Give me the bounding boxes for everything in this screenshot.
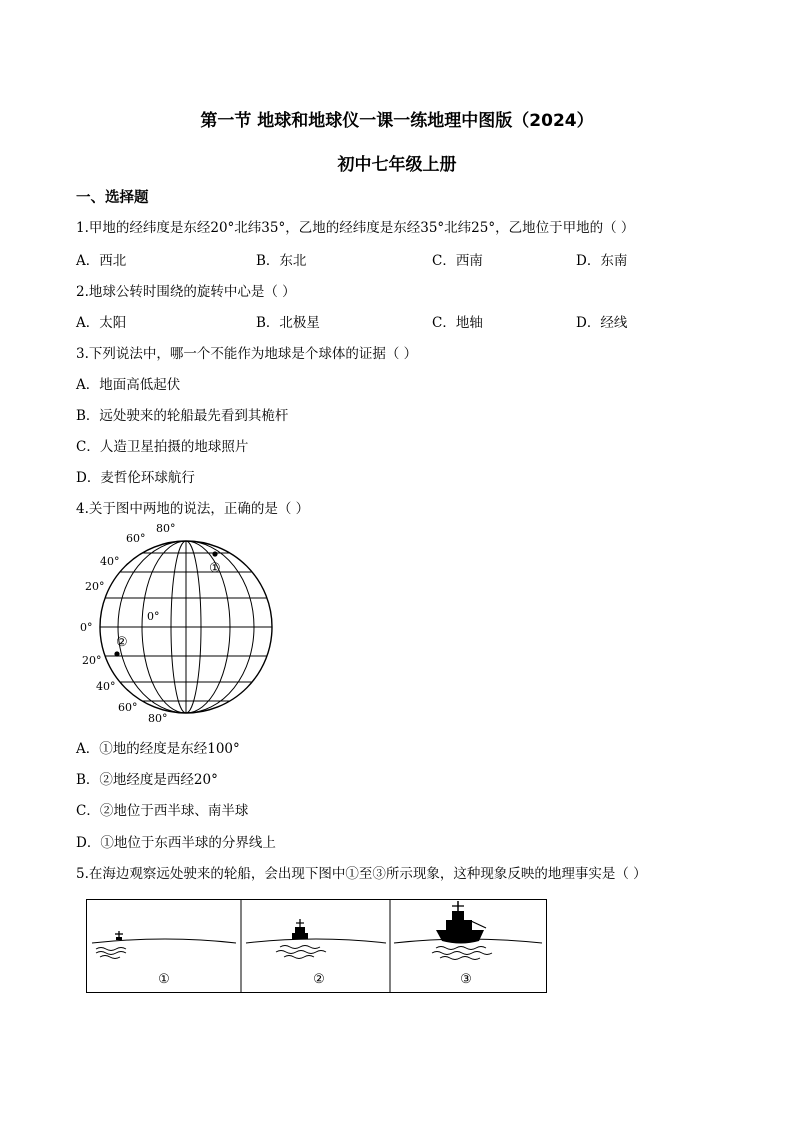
panel-2 [246,919,386,987]
panel-1-label: ① [158,972,170,987]
question-2-option-b: B．北极星 [256,315,320,331]
section-heading: 一、选择题 [76,190,149,206]
page-subtitle: 初中七年级上册 [337,155,457,175]
question-1-option-c: C．西南 [432,253,483,269]
panel-3 [394,901,542,987]
ship-figure [86,899,548,994]
globe-figure [76,520,276,730]
prime-meridian-label: 0° [147,610,160,623]
question-5-stem: 5.在海边观察远处驶来的轮船，会出现下图中①至③所示现象，这种现象反映的地理事实是（ ） [76,866,647,882]
question-3-option-d: D．麦哲伦环球航行 [76,470,195,486]
panel-1 [92,931,236,987]
lat-label-s40: 40° [96,680,116,693]
lat-label-eq: 0° [80,621,93,634]
ship-mast-icon [115,931,123,940]
point-2-label: ② [116,635,128,650]
question-2-option-a: A．太阳 [76,315,127,331]
lat-label-s80: 80° [148,712,168,725]
question-4-stem: 4.关于图中两地的说法，正确的是（ ） [76,501,310,517]
question-4-option-d: D．①地位于东西半球的分界线上 [76,835,276,851]
question-1-option-d: D．东南 [576,253,628,269]
question-2-stem: 2.地球公转时围绕的旋转中心是（ ） [76,284,296,300]
question-1-stem: 1.甲地的经纬度是东经20°北纬35°，乙地的经纬度是东经35°北纬25°，乙地位于甲地的（ ） [76,220,635,236]
question-3-option-b: B．远处驶来的轮船最先看到其桅杆 [76,408,289,424]
question-4-option-b: B．②地经度是西经20° [76,772,218,788]
question-4-option-c: C．②地位于西半球、南半球 [76,803,249,819]
question-4-option-a: A．①地的经度是东经100° [76,741,240,757]
question-1-option-a: A．西北 [76,253,127,269]
lat-label-n20: 20° [85,580,105,593]
question-2-option-d: D．经线 [576,315,628,331]
lat-label-s20: 20° [82,654,102,667]
lat-label-n60: 60° [126,532,146,545]
ship-full-icon [436,901,486,944]
page-title: 第一节 地球和地球仪一课一练地理中图版（2024） [200,111,594,131]
question-1-option-b: B．东北 [256,253,307,269]
lat-label-n80: 80° [156,522,176,535]
lat-label-s60: 60° [118,701,138,714]
point-2-marker [114,651,119,656]
point-1-label: ① [209,561,221,576]
question-3-option-c: C．人造卫星拍摄的地球照片 [76,439,249,455]
question-3-option-a: A．地面高低起伏 [76,377,181,393]
point-1-marker [212,551,217,556]
question-2-option-c: C．地轴 [432,315,483,331]
panel-2-label: ② [313,972,325,987]
lat-label-n40: 40° [100,555,120,568]
ship-upper-icon [292,919,308,939]
panel-3-label: ③ [460,972,472,987]
question-3-stem: 3.下列说法中，哪一个不能作为地球是个球体的证据（ ） [76,346,418,362]
